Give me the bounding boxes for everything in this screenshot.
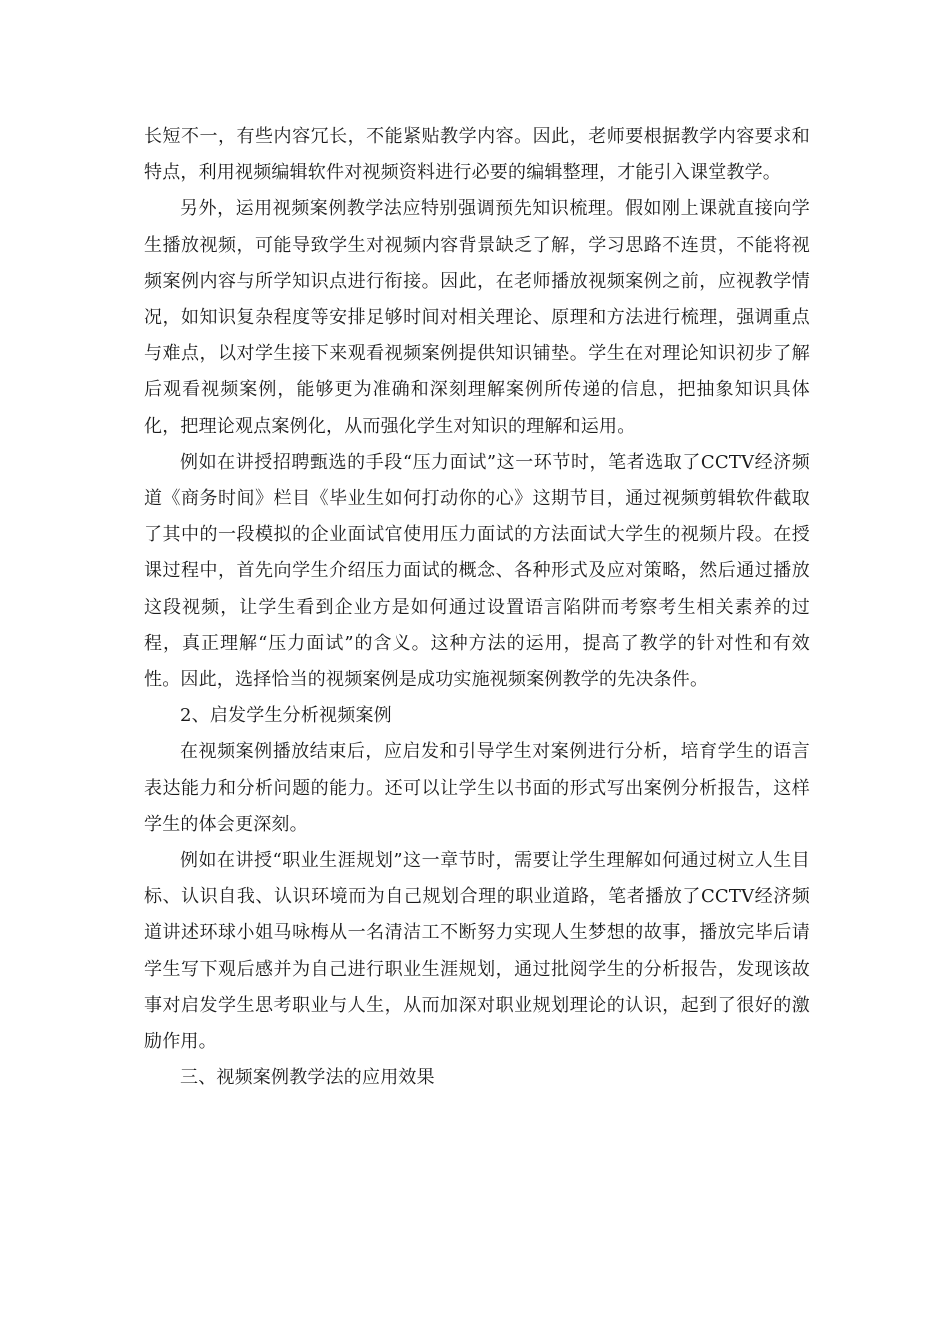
section-heading-effects: 三、视频案例教学法的应用效果 xyxy=(180,1067,435,1089)
paragraph-career-planning-example: 例如在讲授“职业生涯规划”这一章节时，需要让学生理解如何通过树立人生目标、认识自我、认识环境而为自己规划合理的职业道路，笔者播放了CCTV经济频道讲述环球小姐马咏梅从一名清洁工不断努力实现人生梦想的故事，播放完毕后请学生写下观后感并为自己进行职业生涯规划，通过批阅学生的分析报告，发现该故事对启发学生思考职业与人生，从而加深对职业规划理论的认识，起到了很好的激励作用。 xyxy=(144,850,810,1053)
paragraph-knowledge-review: 另外，运用视频案例教学法应特别强调预先知识梳理。假如刚上课就直接向学生播放视频，可能导致学生对视频内容背景缺乏了解，学习思路不连贯，不能将视频案例内容与所学知识点进行衔接。因此，在老师播放视频案例之前，应视教学情况，如知识复杂程度等安排足够时间对相关理论、原理和方法进行梳理，强调重点与难点，以对学生接下来观看视频案例提供知识铺垫。学生在对理论知识初步了解后观看视频案例，能够更为准确和深刻理解案例所传递的信息，把抽象知识具体化，把理论观点案例化，从而强化学生对知识的理解和运用。 xyxy=(144,198,810,437)
paragraph-case-analysis: 在视频案例播放结束后，应启发和引导学生对案例进行分析，培育学生的语言表达能力和分析问题的能力。还可以让学生以书面的形式写出案例分析报告，这样学生的体会更深刻。 xyxy=(144,741,810,835)
paragraph-continuation: 长短不一，有些内容冗长，不能紧贴教学内容。因此，老师要根据教学内容要求和特点，利用视频编辑软件对视频资料进行必要的编辑整理，才能引入课堂教学。 xyxy=(144,126,810,184)
body-text xyxy=(144,119,810,1096)
paragraph-pressure-interview-example: 例如在讲授招聘甄选的手段“压力面试”这一环节时，笔者选取了CCTV经济频道《商务时间》栏目《毕业生如何打动你的心》这期节目，通过视频剪辑软件截取了其中的一段模拟的企业面试官使用压力面试的方法面试大学生的视频片段。在授课过程中，首先向学生介绍压力面试的概念、各种形式及应对策略，然后通过播放这段视频，让学生看到企业方是如何通过设置语言陷阱而考察考生相关素养的过程，真正理解“压力面试”的含义。这种方法的运用，提高了教学的针对性和有效性。因此，选择恰当的视频案例是成功实施视频案例教学的先决条件。 xyxy=(144,451,810,691)
section-heading-analysis: 2、启发学生分析视频案例 xyxy=(180,705,392,727)
